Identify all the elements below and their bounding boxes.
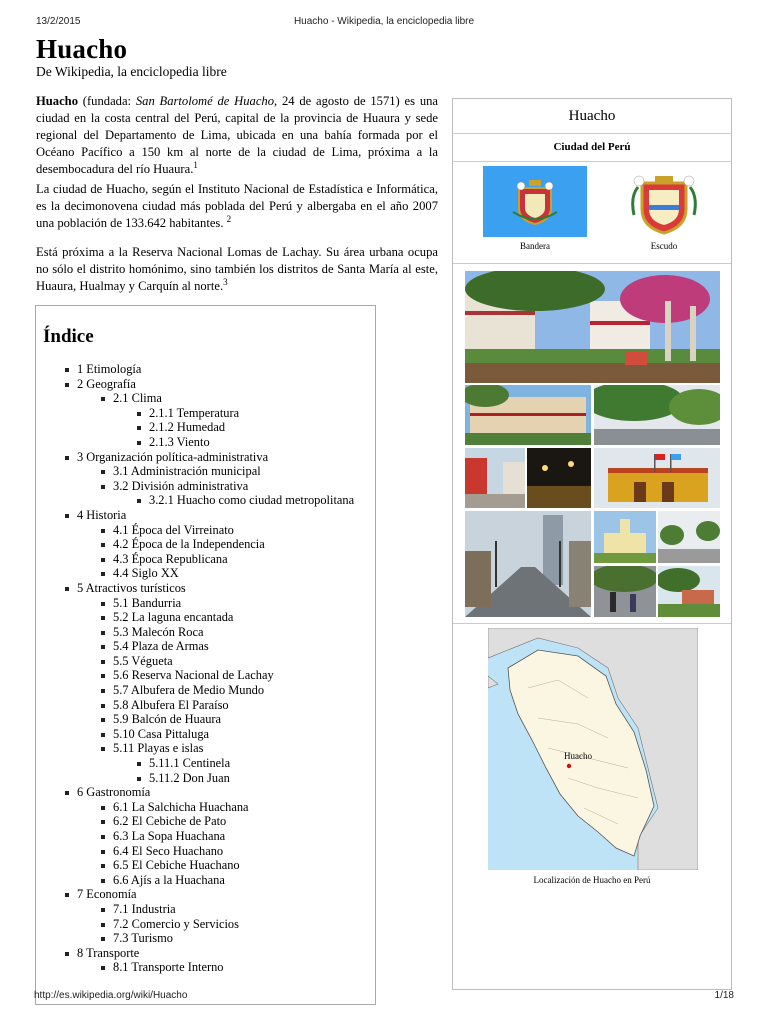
toc-item[interactable]: 5 Atractivos turísticos <box>36 581 354 596</box>
lead-text: , 24 de agosto de 1571) es una ciudad en la costa central del Perú, capital de la provincia de Huaura y sede regional del Departamento de Lima, ubicada en una bahía formada por el Océano Pacífico a 150 km al norte de la ciudad de Lima, próxima a la desembocadura del río Huaura. <box>36 94 438 176</box>
toc-item[interactable]: 2.1.1 Temperatura <box>36 406 354 421</box>
toc-item[interactable]: 8.1 Transporte Interno <box>36 960 354 975</box>
toc-item[interactable]: 6.4 El Seco Huachano <box>36 844 354 859</box>
toc-item[interactable]: 4.4 Siglo XX <box>36 566 354 581</box>
promenade-photo[interactable] <box>594 566 656 617</box>
map-marker-label: Huacho <box>564 751 592 761</box>
print-page-number: 1/18 <box>714 990 734 1001</box>
toc-item[interactable]: 2.1 Clima <box>36 391 354 406</box>
photo-collage-row <box>453 263 731 624</box>
toc-item[interactable]: 4.3 Época Republicana <box>36 552 354 567</box>
lead-text: (fundada: <box>78 94 136 108</box>
toc-item[interactable]: 5.5 Végueta <box>36 654 354 669</box>
print-page-title: Huacho - Wikipedia, la enciclopedia libre <box>293 16 475 27</box>
toc-item[interactable]: 3.2.1 Huacho como ciudad metropolitana <box>36 493 354 508</box>
toc-item[interactable]: 1 Etimología <box>36 362 354 377</box>
toc-item[interactable]: 5.4 Plaza de Armas <box>36 639 354 654</box>
avenue-photo[interactable] <box>658 511 720 563</box>
toc-item[interactable]: 4.1 Época del Virreinato <box>36 523 354 538</box>
toc-item[interactable]: 3 Organización política-administrativa <box>36 450 354 465</box>
toc-item[interactable]: 5.2 La laguna encantada <box>36 610 354 625</box>
lead-text: Está próxima a la Reserva Nacional Lomas de Lachay. Su área urbana ocupa no sólo el distrito homónimo, sino también los distritos de Santa María al este, Huaura, Hualmay y Carquín al norte. <box>36 245 438 293</box>
municipal-building-photo[interactable] <box>465 385 591 445</box>
boulevard-photo[interactable] <box>465 511 591 617</box>
toc-item[interactable]: 3.1 Administración municipal <box>36 464 354 479</box>
toc-item[interactable]: 5.11.1 Centinela <box>36 756 354 771</box>
lead-paragraph-1 <box>36 93 438 178</box>
toc-list <box>36 362 354 975</box>
toc-item[interactable]: 6.5 El Cebiche Huachano <box>36 858 354 873</box>
toc-item[interactable]: 7.1 Industria <box>36 902 354 917</box>
toc-item[interactable]: 5.8 Albufera El Paraíso <box>36 698 354 713</box>
location-map-row <box>453 623 731 989</box>
shopping-street-photo[interactable] <box>465 448 525 508</box>
map-caption: Localización de Huacho en Perú <box>533 875 651 885</box>
toc-item[interactable]: 5.1 Bandurria <box>36 596 354 611</box>
print-footer <box>34 990 734 1004</box>
toc-item[interactable]: 6.1 La Salchicha Huachana <box>36 800 354 815</box>
toc-item[interactable]: 5.3 Malecón Roca <box>36 625 354 640</box>
print-date: 13/2/2015 <box>36 16 81 27</box>
toc-item[interactable]: 5.9 Balcón de Huaura <box>36 712 354 727</box>
colonial-house-photo[interactable] <box>594 448 720 508</box>
toc-item[interactable]: 4 Historia <box>36 508 354 523</box>
infobox-title: Huacho <box>453 99 731 134</box>
toc-item[interactable]: 7 Economía <box>36 887 354 902</box>
reference-link-1[interactable]: 1 <box>193 159 198 170</box>
print-header <box>36 16 732 30</box>
toc-item[interactable]: 5.11 Playas e islas <box>36 741 354 756</box>
toc-title: Índice <box>43 326 94 347</box>
shield-image[interactable] <box>619 165 709 237</box>
toc-item[interactable]: 5.6 Reserva Nacional de Lachay <box>36 668 354 683</box>
toc-item[interactable]: 7.2 Comercio y Servicios <box>36 917 354 932</box>
toc-item[interactable]: 2.1.3 Viento <box>36 435 354 450</box>
church-photo[interactable] <box>594 511 656 563</box>
toc-item[interactable]: 6.6 Ajís a la Huachana <box>36 873 354 888</box>
toc-item[interactable]: 5.11.2 Don Juan <box>36 771 354 786</box>
street-trees-photo[interactable] <box>594 385 720 445</box>
toc-item[interactable]: 5.7 Albufera de Medio Mundo <box>36 683 354 698</box>
reference-link-2[interactable]: 2 <box>226 213 232 224</box>
foundation-name: San Bartolomé de Huacho <box>135 94 275 108</box>
flag-caption: Bandera <box>520 241 550 251</box>
lead-paragraph-3 <box>36 244 438 295</box>
toc-item[interactable]: 2.1.2 Humedad <box>36 420 354 435</box>
table-of-contents <box>35 305 376 1005</box>
toc-item[interactable]: 3.2 División administrativa <box>36 479 354 494</box>
infobox-subtitle: Ciudad del Perú <box>453 133 731 162</box>
toc-item[interactable]: 6.3 La Sopa Huachana <box>36 829 354 844</box>
peru-location-map[interactable] <box>488 628 698 870</box>
toc-item[interactable]: 8 Transporte <box>36 946 354 961</box>
print-url[interactable]: http://es.wikipedia.org/wiki/Huacho <box>34 990 188 1001</box>
toc-item[interactable]: 5.10 Casa Pittaluga <box>36 727 354 742</box>
infobox <box>452 98 732 990</box>
night-boardwalk-photo[interactable] <box>527 448 591 508</box>
toc-item[interactable]: 6.2 El Cebiche de Pato <box>36 814 354 829</box>
garden-photo[interactable] <box>658 566 720 617</box>
toc-item[interactable]: 7.3 Turismo <box>36 931 354 946</box>
article-term: Huacho <box>36 94 78 108</box>
site-subtitle: De Wikipedia, la enciclopedia libre <box>36 64 227 79</box>
toc-item[interactable]: 4.2 Época de la Independencia <box>36 537 354 552</box>
toc-item[interactable]: 2 Geografía <box>36 377 354 392</box>
shield-caption: Escudo <box>650 241 678 251</box>
symbols-row <box>453 161 731 264</box>
toc-item[interactable]: 6 Gastronomía <box>36 785 354 800</box>
flag-image[interactable] <box>483 166 587 237</box>
lead-text: La ciudad de Huacho, según el Instituto Nacional de Estadística e Informática, es la decimonovena ciudad más poblada del Perú y albergaba en el año 2007 una población de 133.642 habitantes. <box>36 182 438 230</box>
lead-paragraph-2 <box>36 181 438 232</box>
reference-link-3[interactable]: 3 <box>223 276 228 287</box>
page-title: Huacho <box>36 34 128 64</box>
plaza-photo[interactable] <box>465 271 720 383</box>
